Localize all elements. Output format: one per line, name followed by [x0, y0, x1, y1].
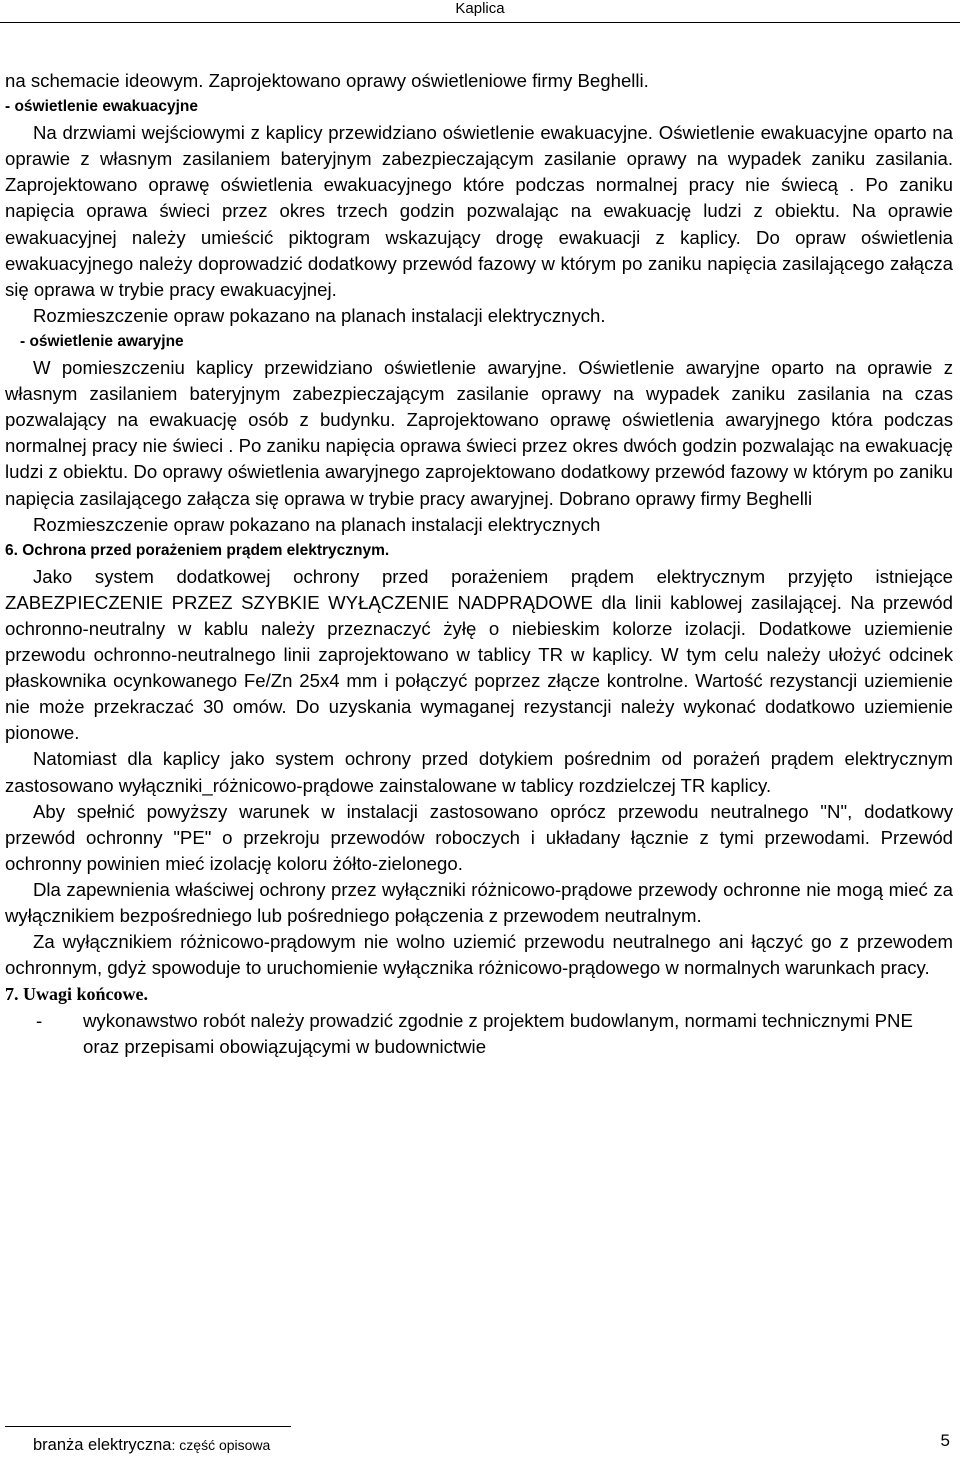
section-heading-6: 6. Ochrona przed porażeniem prądem elektrycznym. — [5, 541, 390, 559]
paragraph-neutral-grounding: Za wyłącznikiem różnicowo-prądowym nie wolno uziemić przewodu neutralnego ani łączyć go z przewodem ochronnym, gdyż spowoduje to uruchomienie wyłącznika różnicowo-prądowego w normalnych warunkach pracy. — [5, 931, 953, 979]
page-number: 5 — [940, 1431, 950, 1450]
paragraph-rcd: Natomiast dla kaplicy jako system ochrony przed dotykiem pośrednim od porażeń prądem elektrycznym zastosowano wyłączniki_różnicowo-prądowe zainstalowane w tablicy rozdzielczej TR kaplicy. — [5, 748, 953, 796]
paragraph-intro: na schemacie ideowym. Zaprojektowano oprawy oświetleniowe firmy Beghelli. — [5, 70, 649, 91]
running-header — [0, 0, 960, 23]
paragraph-rcd-protection: Dla zapewnienia właściwej ochrony przez wyłączniki różnicowo-prądowe przewody ochronne nie mogą mieć za wyłącznikiem bezpośredniego lub pośredniego połączenia z przewodem neutralnym. — [5, 878, 953, 926]
section-heading-7: 7. Uwagi końcowe. — [5, 984, 148, 1005]
paragraph-pe-conductor: Aby spełnić powyższy warunek w instalacji zastosowano oprócz przewodu neutralnego "N", dodatkowy przewód ochronny "PE" o przekroju przewodów roboczych i układany łącznie z tymi przewodami. Przewód ochronny powinien mieć izolację koloru żółto-zielonego. — [5, 800, 953, 874]
document-body — [5, 68, 953, 1060]
list-item — [5, 1008, 953, 1060]
paragraph-evacuation-lighting: Na drzwiami wejściowymi z kaplicy przewidziano oświetlenie ewakuacyjne. Oświetlenie ewakuacyjne oparto na oprawie z własnym zasilaniem bateryjnym zabezpieczającym zasilanie oprawy na wypadek zaniku zasilania. Zaprojektowano oprawę oświetlenia ewakuacyjnego które podczas normalnej pracy nie świecą . Po zaniku napięcia oprawa świeci przez okres trzech godzin pozwalając na ewakuację ludzi z obiektu. Na oprawie ewakuacyjnej należy umieścić piktogram wskazujący drogę ewakuacji z kaplicy. Do opraw oświetlenia ewakuacyjnego należy doprowadzić dodatkowy przewód fazowy w którym po zaniku napięcia zasilającego załącza się oprawa w trybie pracy ewakuacyjnej. — [5, 122, 953, 300]
footer-part: : część opisowa — [171, 1437, 271, 1453]
paragraph-emergency-lighting: W pomieszczeniu kaplicy przewidziano oświetlenie awaryjne. Oświetlenie awaryjne oparto na oprawie z własnym zasilaniem bateryjnym zabezpieczającym zasilanie oprawy na wypadek zaniku zasilania na czas pozwalający na ewakuację osób z budynku. Zaprojektowano oprawę oświetlenia awaryjnego która podczas normalnej pracy nie świeci . Po zaniku napięcia oprawa świeci przez okres dwóch godzin pozwalając na ewakuację ludzi z obiektu. Do oprawy oświetlenia awaryjnego zaprojektowano dodatkowy przewód fazowy w którym po zaniku napięcia zasilającego załącza się oprawa w trybie pracy awaryjnej. Dobrano oprawy firmy Beghelli — [5, 357, 953, 509]
paragraph-shock-protection: Jako system dodatkowej ochrony przed porażeniem prądem elektrycznym przyjęto istniejące ZABEZPIECZENIE PRZEZ SZYBKIE WYŁĄCZENIE NADPRĄDOWE dla linii kablowej zasilającej. Na przewód ochronno-neutralny w kablu należy przeznaczyć żyłę o niebieskim kolorze izolacji. Dodatkowe uziemienie przewodu ochronno-neutralnego linii zaprojektowano w tablicy TR w kaplicy. W tym celu należy ułożyć odcinek płaskownika ocynkowanego Fe/Zn 25x4 mm i połączyć poprzez złącze kontrolne. Wartość rezystancji uziemienie nie może przekraczać 30 omów. Do uzyskania wymaganej rezystancji należy wykonać dodatkowo uziemienie pionowe. — [5, 565, 953, 744]
footer-label — [33, 1435, 270, 1455]
footer-branch: branża elektryczna — [33, 1436, 172, 1454]
final-remarks-list — [5, 1008, 953, 1060]
header-title: Kaplica — [455, 0, 505, 17]
list-dash: - — [36, 1010, 43, 1032]
heading-evacuation-lighting: - oświetlenie ewakuacyjne — [5, 98, 198, 116]
heading-emergency-lighting: - oświetlenie awaryjne — [20, 332, 184, 350]
footer-divider — [5, 1426, 291, 1427]
paragraph-evacuation-placement: Rozmieszczenie opraw pokazano na planach instalacji elektrycznych. — [33, 304, 606, 326]
paragraph-emergency-placement: Rozmieszczenie opraw pokazano na planach instalacji elektrycznych — [33, 513, 601, 535]
list-item-text: wykonawstwo robót należy prowadzić zgodnie z projektem budowlanym, normami technicznymi PNE oraz przepisami obowiązującymi w budownictwie — [83, 1010, 913, 1058]
